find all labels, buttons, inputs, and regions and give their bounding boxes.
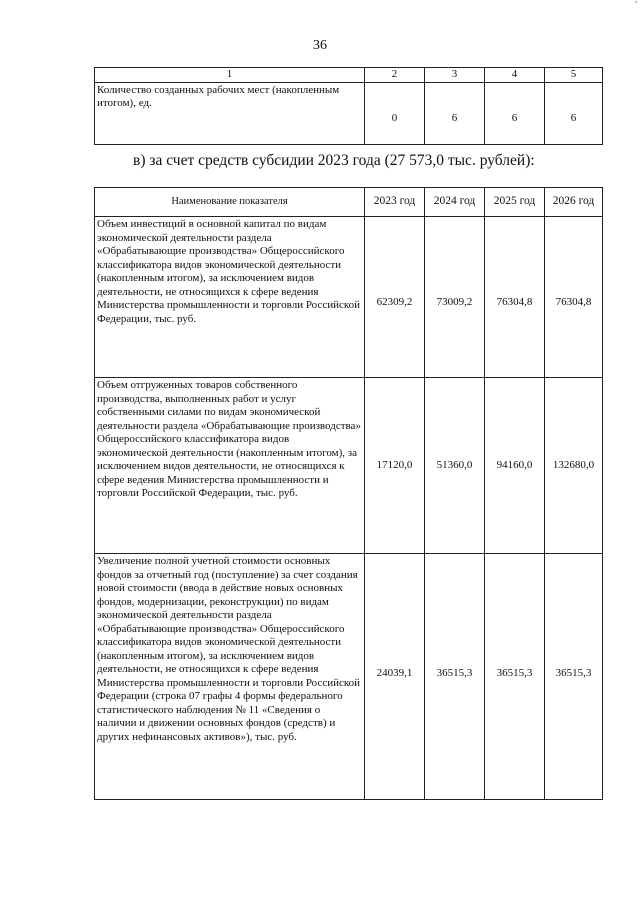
- indicator-value: 36515,3: [545, 554, 603, 800]
- table-row: [95, 217, 603, 378]
- indicator-value: 76304,8: [545, 217, 603, 378]
- indicator-value: 62309,2: [365, 217, 425, 378]
- section-subtitle: в) за счет средств субсидии 2023 года (27 573,0 тыс. рублей):: [133, 152, 535, 169]
- column-number: 4: [485, 68, 545, 83]
- indicator-value: 76304,8: [485, 217, 545, 378]
- scan-mark: ': [635, 0, 637, 11]
- column-header-year: 2024 год: [425, 188, 485, 217]
- table-row: [95, 378, 603, 554]
- indicator-value: 36515,3: [485, 554, 545, 800]
- indicator-value: 36515,3: [425, 554, 485, 800]
- column-header-year: 2026 год: [545, 188, 603, 217]
- indicator-value: 51360,0: [425, 378, 485, 554]
- workplaces-table: [94, 67, 603, 145]
- column-number: 1: [95, 68, 365, 83]
- indicator-value: 94160,0: [485, 378, 545, 554]
- indicator-name: Объем инвестиций в основной капитал по видам экономической деятельности раздела «Обрабатывающие производства» Общероссийского классификатора видов экономической деятельности (накопленным итогом), за исключением видов деятельности, не относящихся к сфере ведения Министерства промышленности и торговли Российской Федерации, тыс. руб.: [95, 217, 365, 378]
- table-header-row: [95, 68, 603, 83]
- indicator-value: 24039,1: [365, 554, 425, 800]
- column-number: 3: [425, 68, 485, 83]
- indicator-value: 0: [365, 82, 425, 144]
- table-header-row: [95, 188, 603, 217]
- subsidy-indicators-table: [94, 187, 603, 800]
- column-number: 2: [365, 68, 425, 83]
- indicator-value: 6: [485, 82, 545, 144]
- indicator-value: 132680,0: [545, 378, 603, 554]
- column-header-year: 2025 год: [485, 188, 545, 217]
- indicator-value: 17120,0: [365, 378, 425, 554]
- column-header-indicator: Наименование показателя: [95, 188, 365, 217]
- table-row: [95, 554, 603, 800]
- indicator-name: Объем отгруженных товаров собственного производства, выполненных работ и услуг собственными силами по видам экономической деятельности раздела «Обрабатывающие производства» Общероссийского классификатора видов экономической деятельности (накопленным итогом), за исключением видов деятельности, не относящихся к сфере ведения Министерства промышленности и торговли Российской Федерации, тыс. руб.: [95, 378, 365, 554]
- indicator-value: 6: [425, 82, 485, 144]
- indicator-name: Количество созданных рабочих мест (накопленным итогом), ед.: [95, 82, 365, 144]
- column-number: 5: [545, 68, 603, 83]
- indicator-value: 73009,2: [425, 217, 485, 378]
- page-number: 36: [313, 38, 327, 53]
- indicator-value: 6: [545, 82, 603, 144]
- table-row: [95, 82, 603, 144]
- indicator-name: Увеличение полной учетной стоимости основных фондов за отчетный год (поступление) за счет создания новой стоимости (ввода в действие новых основных фондов, модернизации, реконструкции) по видам экономической деятельности раздела «Обрабатывающие производства» Общероссийского классификатора видов экономической деятельности (накопленным итогом), за исключением видов деятельности, не относящихся к сфере ведения Министерства промышленности и торговли Российской Федерации (строка 07 графы 4 формы федерального статистического наблюдения № 11 «Сведения о наличии и движении основных фондов (средств) и других нефинансовых активов»), тыс. руб.: [95, 554, 365, 800]
- column-header-year: 2023 год: [365, 188, 425, 217]
